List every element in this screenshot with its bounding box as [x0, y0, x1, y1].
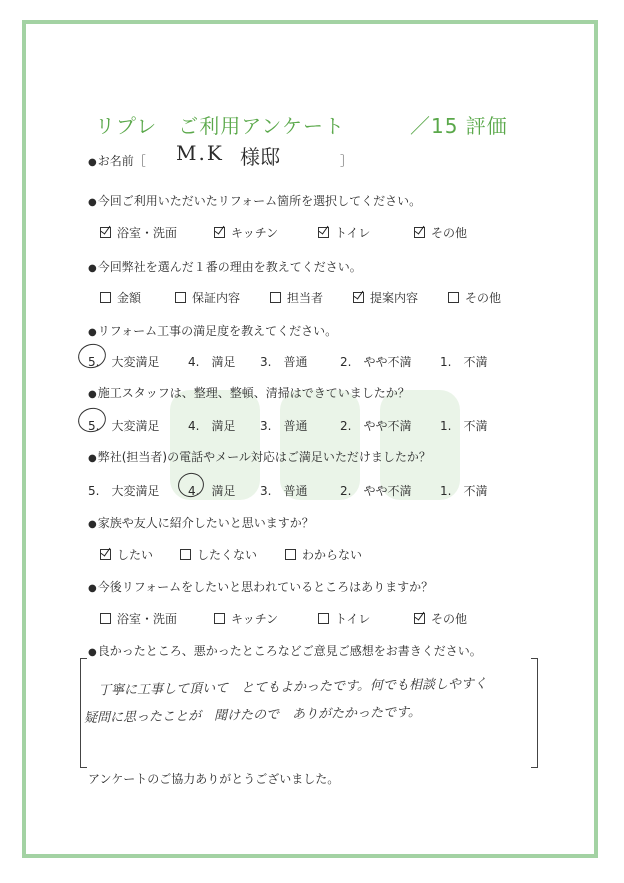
comment-bracket-right	[531, 658, 538, 768]
option-label: その他	[431, 612, 468, 626]
checkbox-checked[interactable]	[214, 227, 225, 238]
q2-option-staff[interactable]	[270, 289, 323, 306]
question-4: ● 施工スタッフは、整理、整頓、清掃はできていましたか？	[88, 384, 410, 401]
rating-label: ／15 評価	[410, 114, 508, 138]
q4-option-5[interactable]: 5. 大変満足	[88, 419, 160, 433]
question-3: ● リフォーム工事の満足度を教えてください。	[88, 322, 337, 339]
q2-option-proposal[interactable]	[353, 289, 418, 306]
name-bracket-close: ］	[340, 154, 353, 168]
q3-option-1[interactable]: 1. 不満	[440, 355, 488, 369]
checkbox[interactable]	[100, 292, 111, 303]
name-label: ● お名前［	[88, 152, 146, 169]
q7-option-bath[interactable]	[100, 610, 177, 627]
q4-option-2[interactable]: 2. やや不満	[340, 419, 412, 433]
q1-option-bath[interactable]	[100, 224, 177, 241]
question-2: ● 今回弊社を選んだ１番の理由を教えてください。	[88, 258, 362, 275]
q3-option-4[interactable]: 4. 満足	[188, 355, 236, 369]
survey-title: リプレ ご利用アンケート	[95, 114, 345, 138]
option-label: 浴室・洗面	[117, 226, 178, 240]
q3-option-5[interactable]: 5. 大変満足	[88, 355, 160, 369]
option-label: したい	[117, 548, 154, 562]
option-label: 保証内容	[192, 291, 241, 305]
thank-you-text: アンケートのご協力ありがとうございました。	[88, 772, 340, 786]
comment-line-2: 疑問に思ったことが 聞けたので ありがたかったです。	[83, 705, 422, 726]
q7-option-kitchen[interactable]	[214, 610, 278, 627]
checkbox-checked[interactable]	[353, 292, 364, 303]
checkbox[interactable]	[100, 613, 111, 624]
option-label: わからない	[302, 548, 363, 562]
q1-option-toilet[interactable]	[318, 224, 370, 241]
option-label: 浴室・洗面	[117, 612, 178, 626]
q5-option-5[interactable]: 5. 大変満足	[88, 484, 160, 498]
option-label: したくない	[197, 548, 258, 562]
question-5: ● 弊社(担当者)の電話やメール対応はご満足いただけましたか？	[88, 448, 431, 465]
checkbox-checked[interactable]	[414, 613, 425, 624]
q4-option-1[interactable]: 1. 不満	[440, 419, 488, 433]
name-value: M.K	[176, 141, 224, 165]
option-label: その他	[465, 291, 502, 305]
checkbox-checked[interactable]	[414, 227, 425, 238]
checkbox[interactable]	[180, 549, 191, 560]
option-label: キッチン	[231, 226, 279, 240]
option-label: キッチン	[231, 612, 279, 626]
q5-option-2[interactable]: 2. やや不満	[340, 484, 412, 498]
option-label: 金額	[117, 291, 142, 305]
q2-option-price[interactable]	[100, 289, 141, 306]
comment-line-1: 丁寧に工事して頂いて とてもよかったです。何でも相談しやすく	[97, 676, 488, 699]
option-label: その他	[431, 226, 468, 240]
checkbox[interactable]	[214, 613, 225, 624]
option-label: トイレ	[335, 612, 371, 626]
checkbox[interactable]	[285, 549, 296, 560]
checkbox-checked[interactable]	[100, 227, 111, 238]
q5-option-4[interactable]: 4. 満足	[188, 484, 236, 498]
checkbox[interactable]	[175, 292, 186, 303]
q1-option-kitchen[interactable]	[214, 224, 278, 241]
q7-option-toilet[interactable]	[318, 610, 370, 627]
q3-option-2[interactable]: 2. やや不満	[340, 355, 412, 369]
name-suffix: 様邸	[240, 145, 280, 169]
q6-option-yes[interactable]	[100, 546, 153, 563]
q1-option-other[interactable]	[414, 224, 467, 241]
q5-option-3[interactable]: 3. 普通	[260, 484, 308, 498]
question-6: ● 家族や友人に紹介したいと思いますか？	[88, 514, 314, 531]
question-1: ● 今回ご利用いただいたリフォーム箇所を選択してください。	[88, 192, 421, 209]
checkbox[interactable]	[318, 613, 329, 624]
q3-option-3[interactable]: 3. 普通	[260, 355, 308, 369]
q7-option-other[interactable]	[414, 610, 467, 627]
q2-option-warranty[interactable]	[175, 289, 240, 306]
checkbox-checked[interactable]	[318, 227, 329, 238]
checkbox[interactable]	[448, 292, 459, 303]
question-8: ● 良かったところ、悪かったところなどご意見ご感想をお書きください。	[88, 642, 482, 659]
option-label: トイレ	[335, 226, 371, 240]
q4-option-3[interactable]: 3. 普通	[260, 419, 308, 433]
option-label: 提案内容	[370, 291, 419, 305]
q6-option-no[interactable]	[180, 546, 257, 563]
q6-option-unsure[interactable]	[285, 546, 362, 563]
question-7: ● 今後リフォームをしたいと思われているところはありますか？	[88, 578, 433, 595]
option-label: 担当者	[287, 291, 324, 305]
checkbox-checked[interactable]	[100, 549, 111, 560]
q4-option-4[interactable]: 4. 満足	[188, 419, 236, 433]
checkbox[interactable]	[270, 292, 281, 303]
q2-option-other[interactable]	[448, 289, 501, 306]
q5-option-1[interactable]: 1. 不満	[440, 484, 488, 498]
